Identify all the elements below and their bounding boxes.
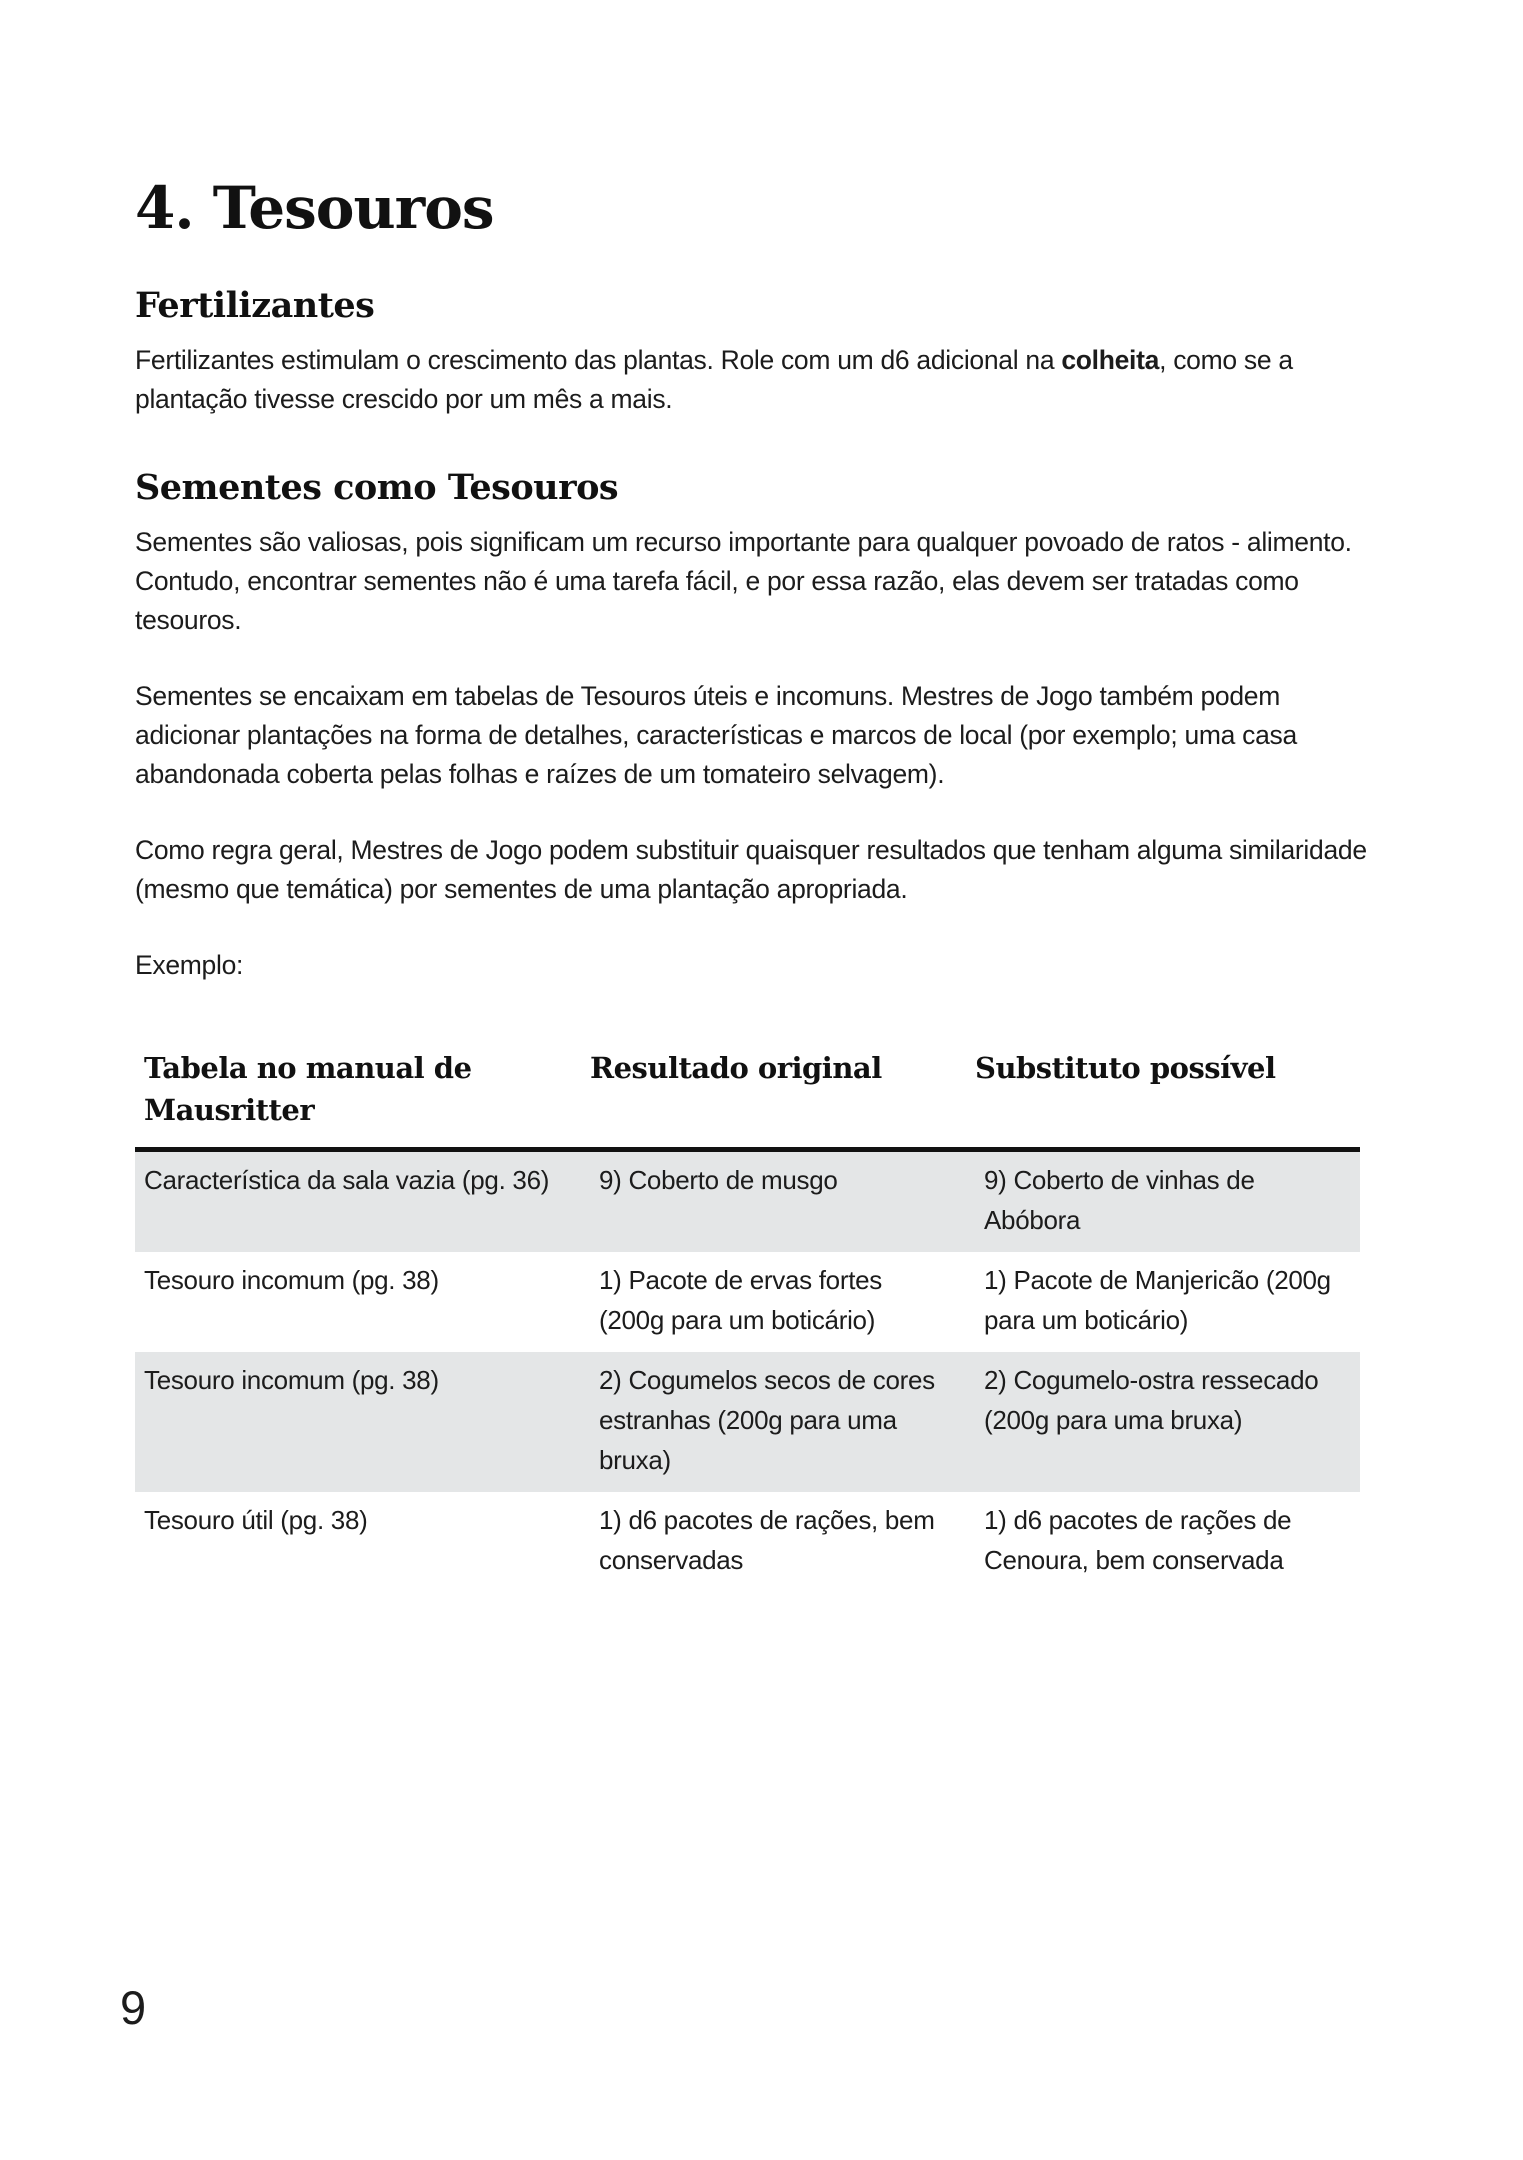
page-content xyxy=(135,0,1380,1592)
paragraph-fertilizantes xyxy=(135,341,1380,419)
paragraph-fertilizantes-pre: Fertilizantes estimulam o crescimento das plantas. Role com um d6 adicional na xyxy=(135,345,1062,375)
table-row xyxy=(135,1492,1360,1592)
table-cell-substituto: 1) d6 pacotes de rações de Cenoura, bem conservada xyxy=(984,1505,1292,1575)
table-header-row xyxy=(135,1047,1360,1150)
table-cell-manual: Tesouro útil (pg. 38) xyxy=(144,1505,368,1535)
table-cell-manual: Característica da sala vazia (pg. 36) xyxy=(135,1150,590,1253)
table-cell-resultado: 9) Coberto de musgo xyxy=(590,1150,975,1253)
paragraph-sementes-1: Sementes são valiosas, pois significam um recurso importante para qualquer povoado de ratos - alimento. Contudo, encontrar sementes não é uma tarefa fácil, e por essa razão, elas devem ser tratadas como tesouros. xyxy=(135,527,1352,635)
table-header-manual: Tabela no manual de Mausritter xyxy=(135,1047,590,1150)
table-row xyxy=(135,1352,1360,1492)
paragraph-fertilizantes-post: , como se a plantação tivesse crescido por um mês a mais. xyxy=(135,345,1293,414)
paragraph-fertilizantes-bold-term: colheita xyxy=(1061,345,1160,375)
table-cell-substituto: 9) Coberto de vinhas de Abóbora xyxy=(975,1150,1360,1253)
table-row xyxy=(135,1252,1360,1352)
table-header-resultado: Resultado original xyxy=(590,1047,975,1150)
section-heading-fertilizantes: Fertilizantes xyxy=(135,285,375,326)
table-row xyxy=(135,1150,1360,1253)
paragraph-exemplo: Exemplo: xyxy=(135,950,244,980)
substitution-table xyxy=(135,1047,1360,1592)
table-header-substituto: Substituto possível xyxy=(975,1047,1360,1150)
table-cell-resultado: 1) d6 pacotes de rações, bem conservadas xyxy=(599,1505,935,1575)
section-heading-sementes: Sementes como Tesouros xyxy=(135,467,619,508)
table-cell-substituto: 2) Cogumelo-ostra ressecado (200g para uma bruxa) xyxy=(975,1352,1360,1492)
paragraph-sementes-2: Sementes se encaixam em tabelas de Tesouros úteis e incomuns. Mestres de Jogo também podem adicionar plantações na forma de detalhes, características e marcos de local (por exemplo; uma casa abandonada coberta pelas folhas e raízes de um tomateiro selvagem). xyxy=(135,681,1297,789)
table-cell-resultado: 1) Pacote de ervas fortes (200g para um boticário) xyxy=(599,1265,882,1335)
page-title: 4. Tesouros xyxy=(135,174,494,242)
paragraph-sementes-3: Como regra geral, Mestres de Jogo podem substituir quaisquer resultados que tenham alguma similaridade (mesmo que temática) por sementes de uma plantação apropriada. xyxy=(135,835,1367,904)
table-cell-resultado: 2) Cogumelos secos de cores estranhas (200g para uma bruxa) xyxy=(590,1352,975,1492)
table-cell-manual: Tesouro incomum (pg. 38) xyxy=(144,1265,439,1295)
table-cell-substituto: 1) Pacote de Manjericão (200g para um boticário) xyxy=(984,1265,1331,1335)
page-number: 9 xyxy=(120,1981,147,2034)
table-cell-manual: Tesouro incomum (pg. 38) xyxy=(135,1352,590,1492)
